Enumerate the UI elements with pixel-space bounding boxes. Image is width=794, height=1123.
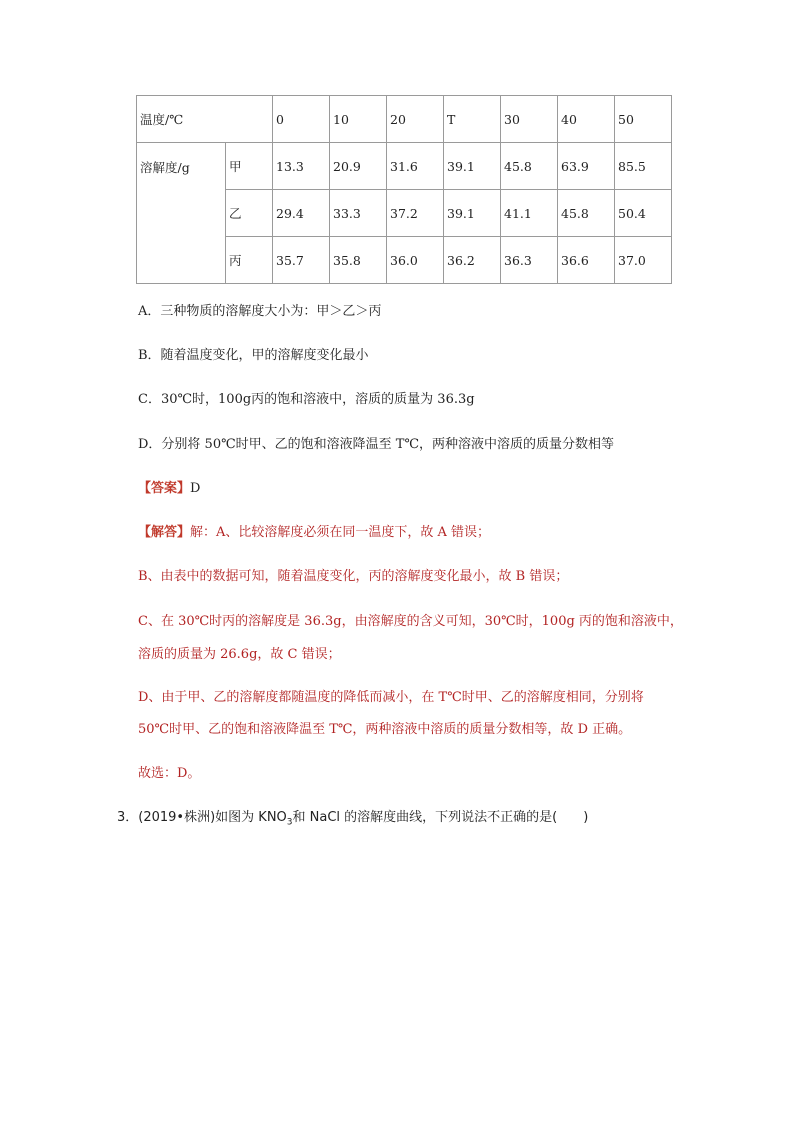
question-3-prefix: 3．(2019•株洲)如图为 KNO (117, 810, 287, 825)
explanation-line-2: B、由表中的数据可知，随着温度变化，丙的溶解度变化最小，故 B 错误； (138, 569, 569, 584)
value-cell: 37.0 (615, 237, 672, 284)
substance-name: 乙 (226, 190, 273, 237)
value-cell: 63.9 (558, 143, 615, 190)
value-cell: 36.0 (387, 237, 444, 284)
value-cell: 35.8 (330, 237, 387, 284)
value-cell: 13.3 (273, 143, 330, 190)
substance-name: 丙 (226, 237, 273, 284)
answer-value: D (190, 481, 201, 496)
value-cell: 85.5 (615, 143, 672, 190)
value-cell: 31.6 (387, 143, 444, 190)
value-cell: 45.8 (558, 190, 615, 237)
question-3 (117, 806, 588, 828)
explanation-line-6: 50℃时甲、乙的饱和溶液降温至 T℃，两种溶液中溶质的质量分数相等，故 D 正确。 (138, 722, 632, 737)
question-3-subscript: 3 (286, 817, 293, 828)
value-cell: 35.7 (273, 237, 330, 284)
temp-cell: T (444, 96, 501, 143)
option-a: A．三种物质的溶解度大小为：甲＞乙＞丙 (138, 304, 382, 319)
value-cell: 41.1 (501, 190, 558, 237)
option-b: B．随着温度变化，甲的溶解度变化最小 (138, 348, 369, 363)
temp-cell: 40 (558, 96, 615, 143)
conclusion-line: 故选：D。 (138, 766, 201, 781)
explanation-line-1 (138, 521, 490, 540)
value-cell: 37.2 (387, 190, 444, 237)
value-cell: 45.8 (501, 143, 558, 190)
value-cell: 36.6 (558, 237, 615, 284)
answer-tag: 【答案】 (138, 481, 191, 496)
value-cell: 50.4 (615, 190, 672, 237)
explanation-text: 解：A、比较溶解度必须在同一温度下，故 A 错误； (190, 525, 491, 540)
value-cell: 20.9 (330, 143, 387, 190)
temp-cell: 10 (330, 96, 387, 143)
value-cell: 36.3 (501, 237, 558, 284)
value-cell: 36.2 (444, 237, 501, 284)
value-cell: 39.1 (444, 143, 501, 190)
table-row (137, 143, 672, 190)
answer-line (138, 477, 200, 496)
solubility-table (136, 95, 672, 284)
temp-cell: 50 (615, 96, 672, 143)
value-cell: 33.3 (330, 190, 387, 237)
option-c: C．30℃时，100g丙的饱和溶液中，溶质的质量为 36.3g (138, 392, 475, 407)
explanation-line-4: 溶质的质量为 26.6g，故 C 错误； (138, 647, 341, 662)
explanation-line-3: C、在 30℃时丙的溶解度是 36.3g，由溶解度的含义可知，30℃时，100g 丙的饱和溶液中， (138, 614, 683, 629)
temp-cell: 20 (387, 96, 444, 143)
value-cell: 39.1 (444, 190, 501, 237)
explanation-line-5: D、由于甲、乙的溶解度都随温度的降低而减小，在 T℃时甲、乙的溶解度相同，分别将 (138, 690, 644, 705)
temp-cell: 30 (501, 96, 558, 143)
table-row (137, 96, 672, 143)
value-cell: 29.4 (273, 190, 330, 237)
question-3-text: 和 NaCl 的溶解度曲线，下列说法不正确的是( ) (292, 810, 589, 825)
substance-name: 甲 (226, 143, 273, 190)
option-d: D．分别将 50℃时甲、乙的饱和溶液降温至 T℃，两种溶液中溶质的质量分数相等 (138, 437, 614, 452)
explanation-tag: 【解答】 (138, 525, 191, 540)
solubility-group-label: 溶解度/g (137, 143, 226, 284)
temp-cell: 0 (273, 96, 330, 143)
temperature-header: 温度/℃ (137, 96, 273, 143)
